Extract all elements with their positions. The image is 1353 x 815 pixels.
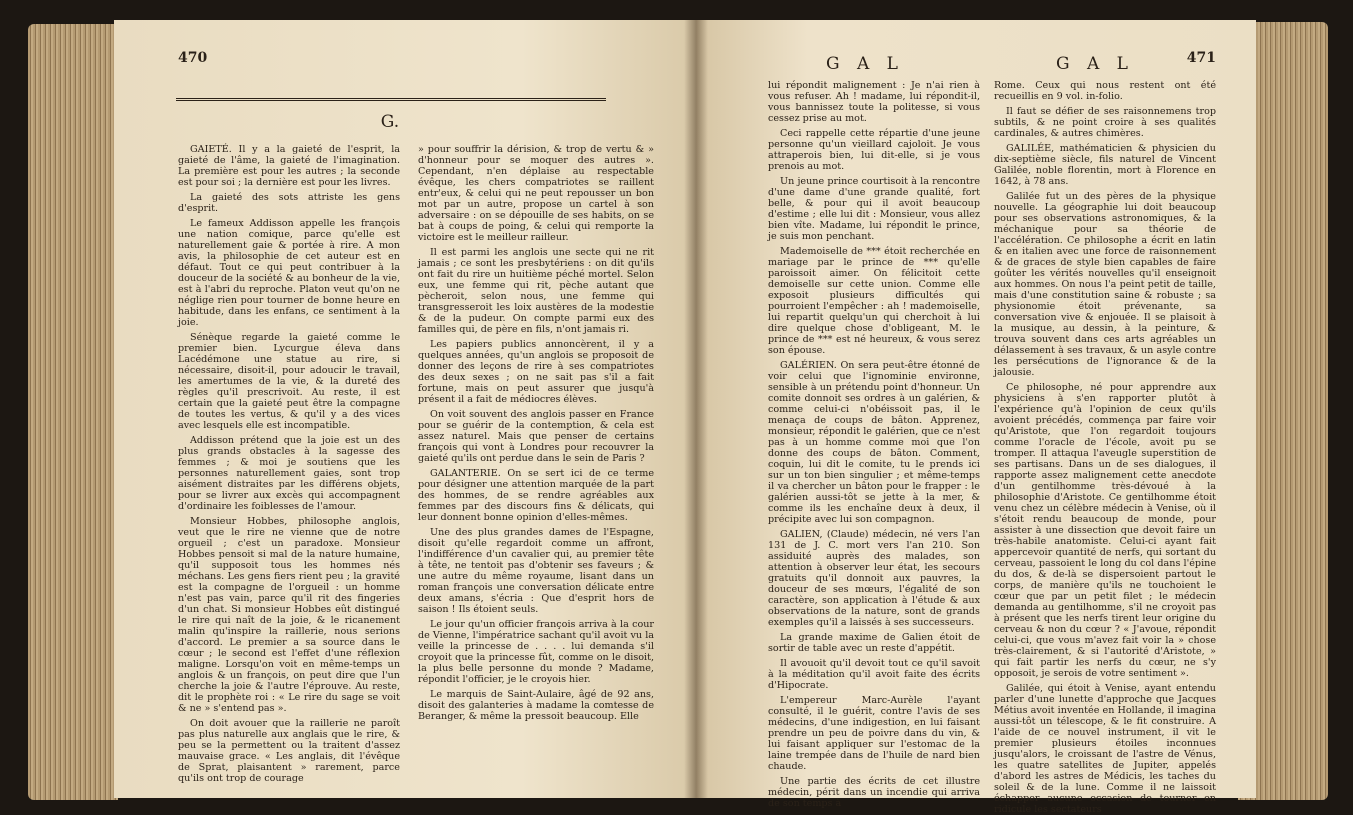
running-head-2: G A L	[1056, 54, 1134, 74]
left-page-edges	[28, 24, 118, 800]
paragraph: Mademoiselle de *** étoit recherchée en mariage par le prince de *** qu'elle paroissoit aimer. On félicitoit cette demoiselle sur cette union. Comme elle exposoit plusieurs difficultés qui pourroient l'empêcher : ah ! mademoiselle, lui repartit quelqu'un qui cherchoit à lui dire quelque chose d'obligeant, M. le prince de *** est né heureux, & vous serez son épouse.	[768, 246, 980, 356]
paragraph: La grande maxime de Galien étoit de sortir de table avec un reste d'appétit.	[768, 632, 980, 654]
paragraph: La gaieté des sots attriste les gens d'esprit.	[178, 192, 400, 214]
paragraph: Une partie des écrits de cet illustre médecin, périt dans un incendie qui arriva de son temps à	[768, 776, 980, 809]
running-head-1: G A L	[826, 54, 904, 74]
paragraph: On doit avouer que la raillerie ne paroît pas plus naturelle aux anglais que le rire, & peu se la permettent ou la traitent d'assez mauvaise grace. « Les anglais, dit l'évêque de Sprat, plaisantent » rarement, parce qu'ils ont trop de courage	[178, 718, 400, 784]
paragraph: Il avouoit qu'il devoit tout ce qu'il savoit à la méditation qu'il avoit faite des écrits d'Hipocrate.	[768, 658, 980, 691]
paragraph: Rome. Ceux qui nous restent ont été recueillis en 9 vol. in-folio.	[994, 80, 1216, 102]
paragraph: Addisson prétend que la joie est un des plus grands obstacles à la sagesse des femmes ; & moi je soutiens que les personnes naturellement gaies, sont trop aisément distraites par les différens objets, pour se livrer aux excès qui accompagnent d'ordinaire les foiblesses de l'amour.	[178, 435, 400, 512]
paragraph: GALILÉE, mathématicien & physicien du dix-septième siècle, fils naturel de Vincent Galilée, noble florentin, mort à Florence en 1642, à 78 ans.	[994, 143, 1216, 187]
paragraph: » pour souffrir la dérision, & trop de vertu & » d'honneur pour se moquer des autres ». Cependant, n'en déplaise au respectable évêque, les chers compatriotes se raillent entr'eux, & celui qui ne peut repousser un bon mot par un autre, propose un cartel à son adversaire : on se dépouille de ses habits, on se bat à coups de poing, & celui qui remporte la victoire est le meilleur railleur.	[418, 144, 654, 243]
paragraph: Galilée fut un des pères de la physique nouvelle. La géographie lui doit beaucoup pour ses observations astronomiques, & la méchanique pour sa théorie de l'accélération. Ce philosophe a écrit en latin & en italien avec une force de raisonnement & de graces de style bien capables de faire goûter les vérités nouvelles qu'il enseignoit aux hommes. On nous l'a peint petit de taille, mais d'une constitution saine & robuste ; sa physionomie étoit prévenante, sa conversation vive & enjouée. Il se plaisoit à la musique, au dessin, à la peinture, & trouva souvent dans ces arts agréables un délassement à ses travaux, & un asyle contre les persécutions de l'ignorance & de la jalousie.	[994, 191, 1216, 378]
paragraph: GAIETÉ. Il y a la gaieté de l'esprit, la gaieté de l'âme, la gaieté de l'imagination. La première est pour les autres ; la seconde est pour soi ; la dernière est pour les livres.	[178, 144, 400, 188]
left-page	[114, 20, 696, 798]
paragraph: lui répondit malignement : Je n'ai rien à vous refuser. Ah ! madame, lui répondit-il, vous bannissez toute la politesse, si vous cessez prise au mot.	[768, 80, 980, 124]
paragraph: L'empereur Marc-Aurèle l'ayant consulté, il le guérit, contre l'avis de ses médecins, d'une indigestion, en lui faisant prendre un peu de poivre dans du vin, & lui faisant appliquer sur l'estomac de la laine trempée dans de l'huile de nard bien chaude.	[768, 695, 980, 772]
paragraph: Une des plus grandes dames de l'Espagne, disoit qu'elle regardoit comme un affront, l'indifférence d'un cavalier qui, au premier tête à tête, ne tentoit pas d'obtenir ses faveurs ; & une autre du même royaume, lisant dans un roman françois une conversation délicate entre deux amans, s'écria : Que d'esprit hors de saison ! Ils étoient seuls.	[418, 527, 654, 615]
paragraph: Ceci rappelle cette répartie d'une jeune personne qu'un vieillard cajoloit. Je vous attraperois bien, lui dit-elle, si je vous prenois au mot.	[768, 128, 980, 172]
paragraph: Galilée, qui étoit à Venise, ayant entendu parler d'une lunette d'approche que Jacques Métius avoit inventée en Hollande, il imagina aussi-tôt un télescope, & le fit construire. A l'aide de ce nouvel instrument, il vit le premier plusieurs étoiles inconnues jusqu'alors, le croissant de l'astre de Vénus, les quatre satellites de Jupiter, appelés d'abord les astres de Médicis, les taches du soleil & de la lune. Comme il ne laissoit échapper aucune occasion de tourner en ridicule les sectateurs	[994, 683, 1216, 815]
paragraph: Le marquis de Saint-Aulaire, âgé de 92 ans, disoit des galanteries à madame la comtesse de Beranger, & même la pressoit beaucoup. Elle	[418, 689, 654, 722]
paragraph: Le jour qu'un officier françois arriva à la cour de Vienne, l'impératrice sachant qu'il avoit vu la veille la princesse de . . . . lui demanda s'il croyoit que la princesse fût, comme on le disoit, la plus belle personne du monde ? Madame, répondit l'officier, je le croyois hier.	[418, 619, 654, 685]
paragraph: Monsieur Hobbes, philosophe anglois, veut que le rire ne vienne que de notre orgueil ; c'est un paradoxe. Monsieur Hobbes pensoit si mal de la nature humaine, qu'il supposoit tous les hommes nés méchans. Les gens fiers rient peu ; la gravité est la compagne de l'orgueil : un homme n'est pas vain, parce qu'il rit des fingeries d'un chat. Si monsieur Hobbes eût distingué le rire qui naît de la joie, & le ricanement malin qu'inspire la raillerie, nous serions d'accord. Le premier a sa source dans le cœur ; le second est l'effet d'une réflexion maligne. Lorsqu'on voit en même-temps un anglois & un françois, on peut dire que l'un cherche la joie & l'autre l'éprouve. Au reste, dit le prophète roi : « Le rire du sage se voit & ne » s'entend pas ».	[178, 516, 400, 714]
paragraph: Les papiers publics annoncèrent, il y a quelques années, qu'un anglois se proposoit de donner des leçons de rire à ses compatriotes des deux sexes ; on ne sait pas s'il a fait fortune, mais on peut assurer que jusqu'à présent il a fait de médiocres élèves.	[418, 339, 654, 405]
paragraph: GALANTERIE. On se sert ici de ce terme pour désigner une attention marquée de la part des hommes, de se rendre agréables aux femmes par des discours fins & délicats, qui leur donnent bonne opinion d'elles-mêmes.	[418, 468, 654, 523]
open-book	[28, 14, 1328, 815]
paragraph: GALÉRIEN. On sera peut-être étonné de voir celui que l'ignominie environne, sensible à un prétendu point d'honneur. Un comite donnoit ses ordres à un galérien, & comme celui-ci n'obéissoit pas, il le menaça de coups de bâton. Apprenez, monsieur, répondit le galérien, que ce n'est pas à un homme comme moi que l'on donne des coups de bâton. Comment, coquin, lui dit le comite, tu le prends ici sur un ton bien singulier ; et même-temps il va chercher un bâton pour le frapper : le galérien aussi-tôt se jette à la mer, & comme ils les enchaîne deux à deux, il précipite avec lui son compagnon.	[768, 360, 980, 525]
page-number-right: 471	[1186, 50, 1216, 66]
right-page	[696, 20, 1256, 815]
left-column-2	[418, 144, 654, 792]
left-column-1	[178, 144, 400, 792]
paragraph: On voit souvent des anglois passer en France pour se guérir de la contemption, & cela est assez naturel. Mais que penser de certains françois qui vont à Londres pour recouvrer la gaieté qu'ils ont perdue dans le sein de Paris ?	[418, 409, 654, 464]
paragraph: GALIEN, (Claude) médecin, né vers l'an 131 de J. C. mort vers l'an 210. Son assiduité auprès des malades, son attention à observer leur état, les secours gratuits qu'il donnoit aux pauvres, la douceur de ses mœurs, l'égalité de son caractère, son application à l'étude & aux observations de la nature, sont de grands exemples qu'il a laissés à ses successeurs.	[768, 529, 980, 628]
book-gutter	[684, 20, 708, 798]
section-letter: G.	[380, 112, 400, 132]
paragraph: Il faut se défier de ses raisonnemens trop subtils, & ne point croire à ses qualités cardinales, & autres chimères.	[994, 106, 1216, 139]
paragraph: Il est parmi les anglois une secte qui ne rit jamais ; ce sont les presbytériens : on dit qu'ils ont fait du rire un huitième péché mortel. Selon eux, une femme qui rit, pèche autant que pècheroit, selon nous, une femme qui transgresseroit les loix austères de la modestie & de la pudeur. On compte parmi eux des familles qui, de père en fils, n'ont jamais ri.	[418, 247, 654, 335]
paragraph: Sénèque regarde la gaieté comme le premier bien. Lycurgue éleva dans Lacédémone une statue au rire, si nécessaire, disoit-il, pour adoucir le travail, les amertumes de la vie, & la dureté des règles qu'il prescrivoit. Au reste, il est certain que la gaieté peut être la compagne de toutes les vertus, & qu'il y a des vices avec lesquels elle est incompatible.	[178, 332, 400, 431]
paragraph: Le fameux Addisson appelle les françois une nation comique, parce qu'elle est naturellement gaie & portée à rire. A mon avis, la philosophie de cet auteur est en défaut. Tout ce qui peut contribuer à la douceur de la société & au bonheur de la vie, est à l'abri du reproche. Platon veut qu'on ne néglige rien pour tourner de bonne heure en habitude, dans les enfans, ce sentiment à la joie.	[178, 218, 400, 328]
paragraph: Ce philosophe, né pour apprendre aux physiciens à s'en rapporter plutôt à l'expérience qu'à l'opinion de ceux qu'ils avoient précédés, commença par faire voir qu'Aristote, que l'on regardoit toujours comme l'oracle de l'école, avoit pu se tromper. Il attaqua l'aveugle superstition de ses partisans. Dans un de ses dialogues, il rapporte assez malignement cette anecdote d'un gentilhomme très-dévoué à la philosophie d'Aristote. Ce gentilhomme étoit venu chez un célèbre médecin à Venise, où il s'étoit rendu beaucoup de monde, pour assister à une dissection que devoit faire un très-habile anatomiste. Celui-ci ayant fait appercevoir quantité de nerfs, qui sortant du cerveau, passoient le long du col dans l'épine du dos, & de-là se dispersoient partout le corps, de manière qu'ils ne touchoient le cœur que par un petit filet ; le médecin demanda au gentilhomme, s'il ne croyoit pas à présent que les nerfs tirent leur origine du cerveau & non du cœur ? « J'avoue, répondit celui-ci, que vous m'avez fait voir la » chose très-clairement, & si l'autorité d'Aristote, » qui fait partir les nerfs du cœur, ne s'y opposoit, je serois de votre sentiment ».	[994, 382, 1216, 679]
paragraph: Un jeune prince courtisoit à la rencontre d'une dame d'une grande qualité, fort belle, & pour qui il avoit beaucoup d'estime ; elle lui dit : Monsieur, vous allez bien vîte. Madame, lui répondit le prince, je suis mon penchant.	[768, 176, 980, 242]
right-column-1	[768, 80, 980, 809]
right-column-2	[994, 80, 1216, 815]
page-number-left: 470	[178, 50, 208, 66]
header-rule	[176, 98, 606, 101]
